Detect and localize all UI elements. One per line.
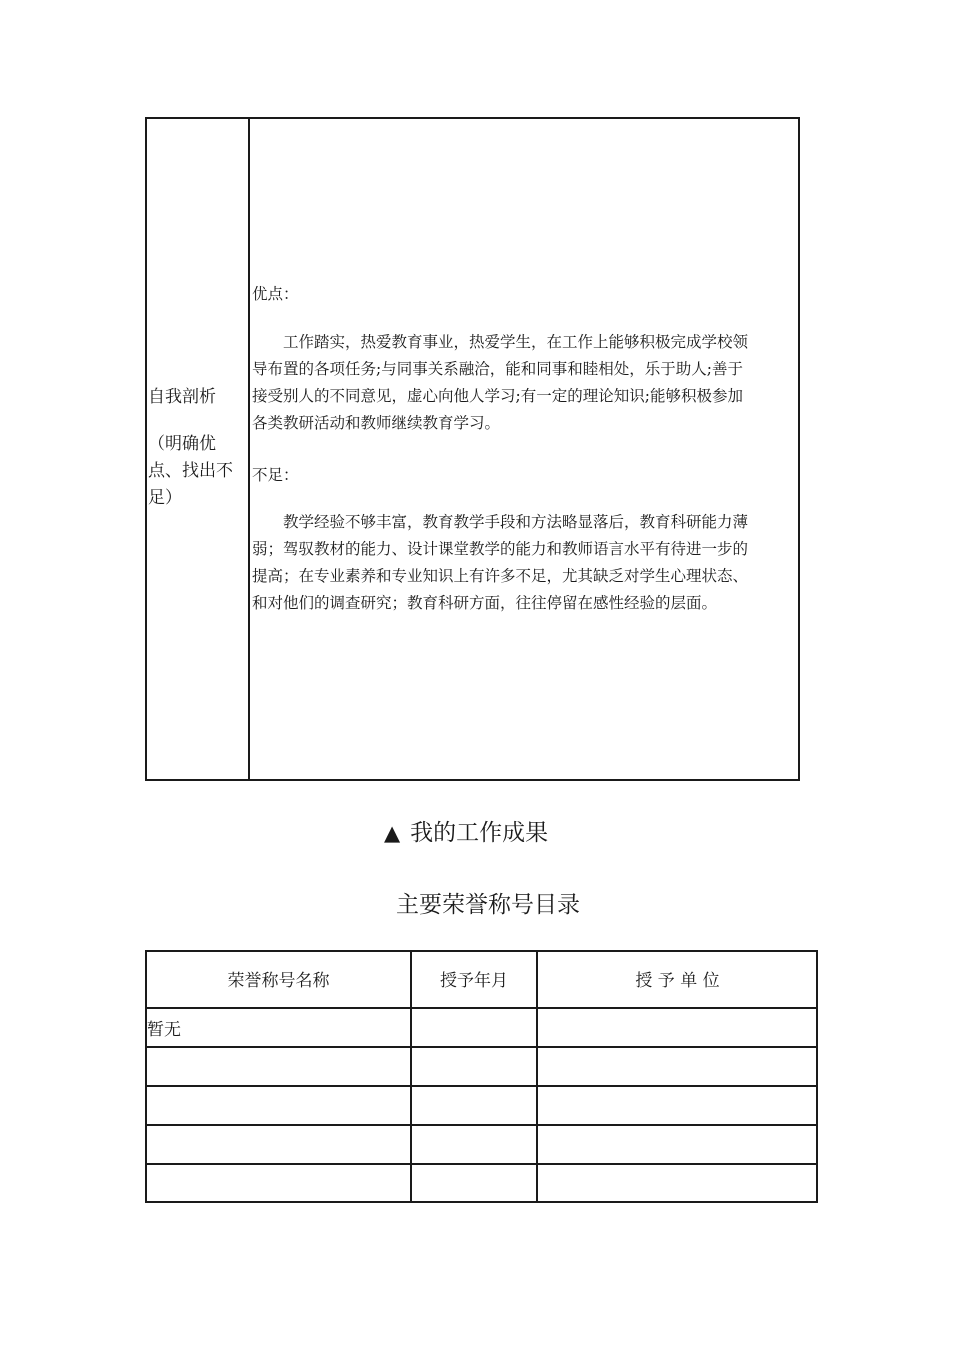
table-row: [147, 1165, 816, 1202]
self-analysis-label: [148, 384, 246, 512]
strengths-paragraph: [252, 329, 748, 437]
table-row: [147, 1087, 816, 1124]
black-up-triangle-icon: ▲: [384, 821, 401, 845]
strengths-line: 接受别人的不同意见，虚心向他人学习;有一定的理论知识;能够积极参加: [252, 387, 743, 405]
weaknesses-line: 和对他们的调查研究；教育科研方面，往往停留在感性经验的层面。: [252, 594, 718, 612]
section-heading-text: 我的工作成果: [410, 820, 549, 846]
table-row: [147, 1126, 816, 1163]
cell-honor-name: 暂无: [147, 1020, 181, 1040]
table-row: [147, 1048, 816, 1085]
weaknesses-paragraph: [252, 509, 748, 617]
column-header-awarding-unit: 授 予 单 位: [635, 971, 720, 991]
self-analysis-label-sub-1: （明确优: [148, 434, 216, 454]
column-header-honor-name: 荣誉称号名称: [227, 971, 330, 991]
table-row: [147, 1009, 816, 1046]
weaknesses-heading: 不足：: [252, 466, 299, 484]
self-analysis-label-sub-3: 足）: [148, 488, 182, 508]
honors-title: 主要荣誉称号目录: [396, 892, 580, 918]
self-analysis-label-title: 自我剖析: [148, 387, 216, 407]
self-analysis-label-sub-2: 点、找出不: [148, 461, 233, 481]
self-analysis-column-divider: [248, 117, 250, 781]
strengths-line: 导布置的各项任务;与同事关系融洽，能和同事和睦相处，乐于助人;善于: [252, 360, 743, 378]
section-heading: [384, 814, 548, 847]
strengths-heading: 优点：: [252, 285, 299, 303]
weaknesses-line: 提高；在专业素养和专业知识上有许多不足，尤其缺乏对学生心理状态、: [252, 567, 749, 585]
weaknesses-line: 教学经验不够丰富，教育教学手段和方法略显落后，教育科研能力薄: [252, 513, 749, 531]
strengths-line: 各类教研活动和教师继续教育学习。: [252, 414, 501, 432]
weaknesses-line: 弱；驾驭教材的能力、设计课堂教学的能力和教师语言水平有待进一步的: [252, 540, 749, 558]
column-header-award-date: 授予年月: [440, 971, 508, 991]
strengths-line: 工作踏实，热爱教育事业，热爱学生，在工作上能够积极完成学校领: [252, 333, 749, 351]
